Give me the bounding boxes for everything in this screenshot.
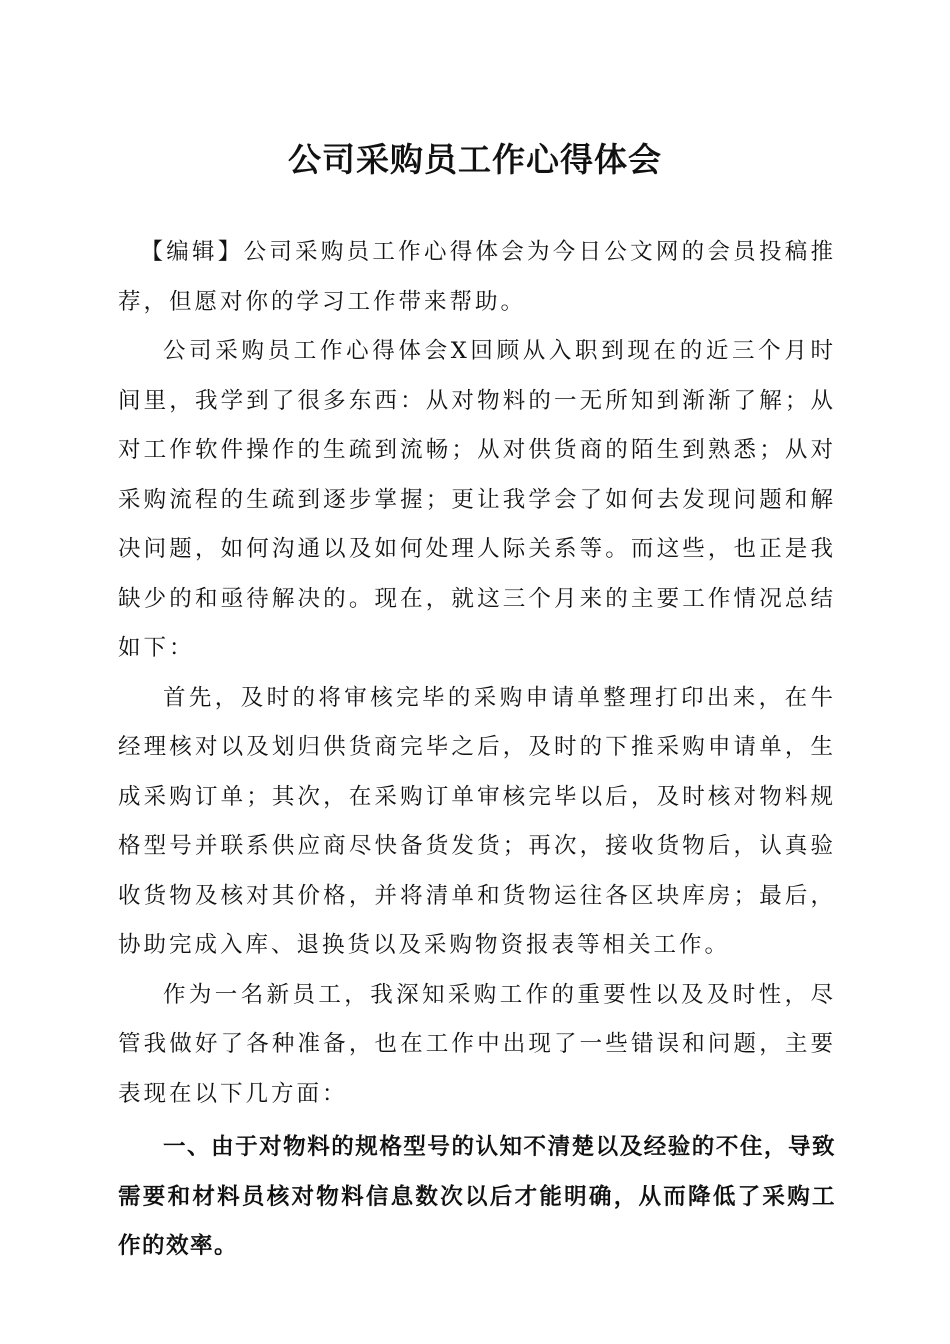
paragraph-work-steps: 首先，及时的将审核完毕的采购申请单整理打印出来，在牛经理核对以及划归供货商完毕之后，及时的下推采购申请单，生成采购订单；其次，在采购订单审核完毕以后，及时核对物料规格型号并联系供应商尽快备货发货；再次，接收货物后，认真验收货物及核对其价格，并将清单和货物运往各区块库房；最后，协助完成入库、退换货以及采购物资报表等相关工作。 [118, 684, 836, 958]
paragraph-problem-one: 一、由于对物料的规格型号的认知不清楚以及经验的不住，导致需要和材料员核对物料信息数次以后才能明确，从而降低了采购工作的效率。 [118, 1134, 836, 1259]
paragraph-review: 公司采购员工作心得体会X回顾从入职到现在的近三个月时间里，我学到了很多东西：从对物料的一无所知到渐渐了解；从对工作软件操作的生疏到流畅；从对供货商的陌生到熟悉；从对采购流程的生疏到逐步掌握；更让我学会了如何去发现问题和解决问题，如何沟通以及如何处理人际关系等。而这些，也正是我缺少的和亟待解决的。现在，就这三个月来的主要工作情况总结如下： [118, 338, 836, 661]
paragraph-editor-note: 【编辑】公司采购员工作心得体会为今日公文网的会员投稿推荐，但愿对你的学习工作带来帮助。 [118, 239, 836, 315]
document-title: 公司采购员工作心得体会 [288, 140, 662, 179]
document-body [118, 228, 836, 1272]
paragraph-problems-intro: 作为一名新员工，我深知采购工作的重要性以及及时性，尽管我做好了各种准备，也在工作中出现了一些错误和问题，主要表现在以下几方面： [118, 981, 836, 1107]
